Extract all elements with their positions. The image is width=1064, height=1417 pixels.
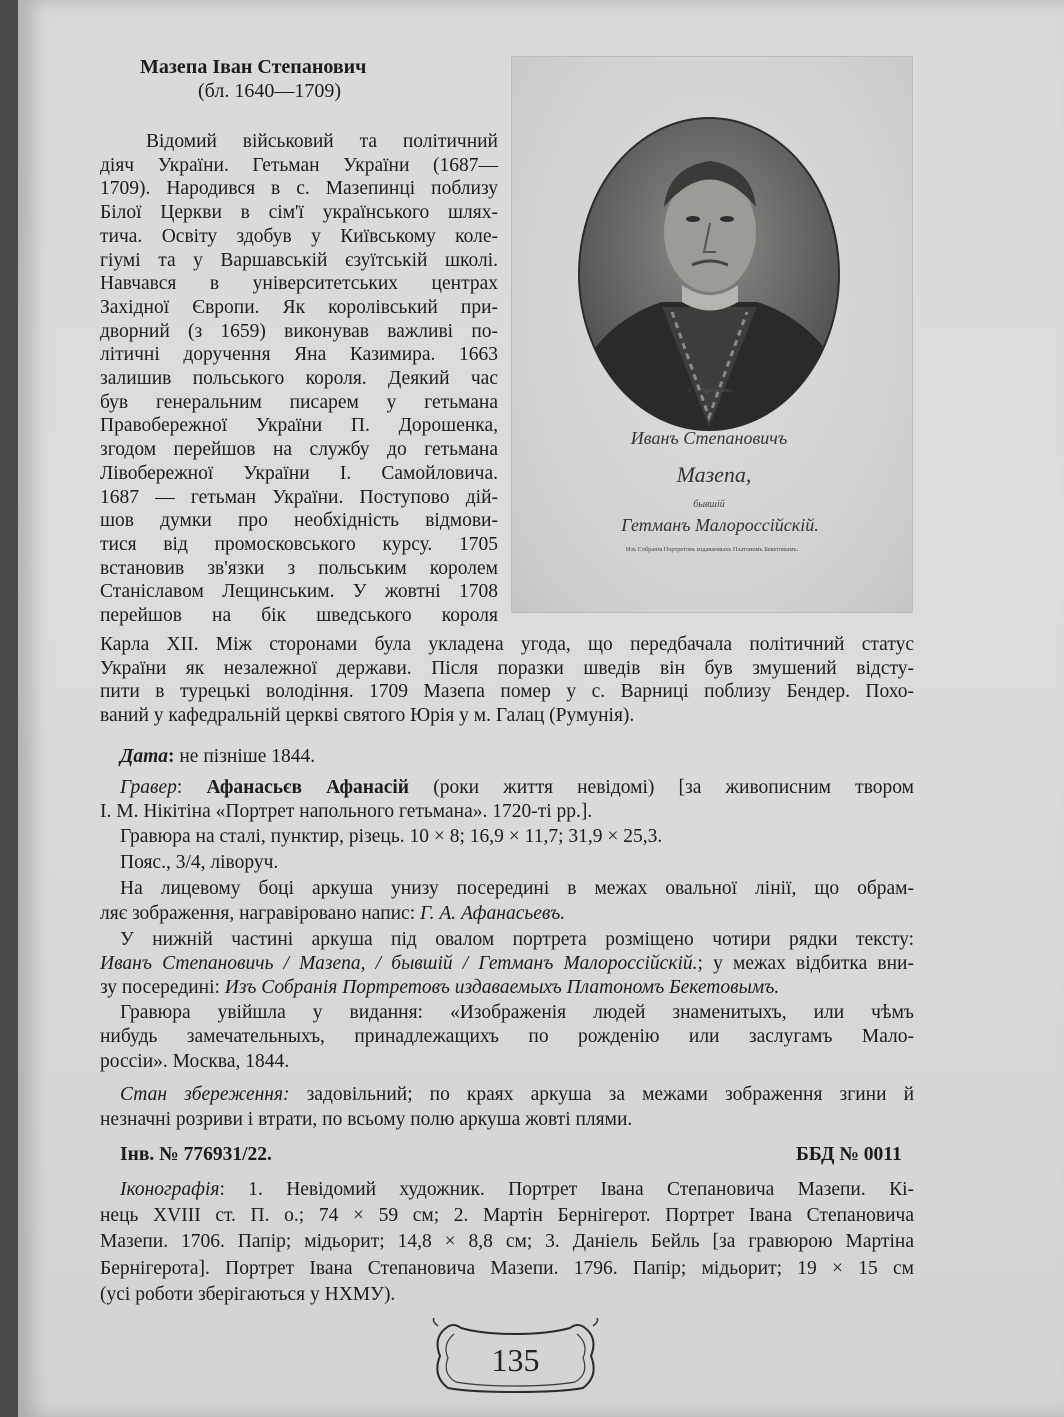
pose-line: Пояс., 3/4, ліворуч. — [120, 852, 279, 873]
engraving-caption-line3: бывшій — [693, 499, 725, 510]
book-page — [18, 0, 1064, 1417]
biography-line: шов думки про необхідність відмови- — [100, 510, 498, 532]
condition-line-1 — [120, 1084, 914, 1107]
inscription-2-italic: Иванъ Степановичь / Мазепа, / бывшій / Гетманъ Малороссійскій. — [100, 953, 698, 974]
inscription-2c-italic: Изъ Собранія Портретовъ издаваемыхъ Платономъ Бекетовымъ. — [224, 977, 780, 998]
iconography-line: (усі роботи зберігаються у НХМУ). — [100, 1283, 396, 1305]
biography-line: Лівобережної України І. Самойловича. — [100, 462, 498, 484]
engraver-line-2: І. М. Нікітіна «Портрет напольного гетьмана». 1720-ті рр.]. — [100, 801, 593, 822]
biography-line: літичні доручення Яна Казимира. 1663 — [100, 344, 498, 366]
inscription-1-line-1: На лицевому боці аркуша унизу посередині в межах овальної лінії, що обрам- — [120, 878, 914, 899]
biography-line: 1687 — гетьман України. Поступово дій- — [100, 486, 498, 508]
condition-text-1: задовільний; по краях аркуша за межами зображення згини й — [306, 1084, 915, 1105]
condition-line-2: незначні розриви і втрати, по всьому полю аркуша жовті плями. — [100, 1109, 633, 1130]
biography-line: Правобережної України П. Дорошенка, — [100, 415, 498, 437]
biography-line: згодом перейшов на службу до гетьмана — [100, 439, 498, 461]
inscription-2-line-3 — [100, 977, 779, 1000]
iconography-line: Мазепи. 1706. Папір; мідьорит; 14,8 × 8,8 см; 3. Даніель Бейль [за гравюрою Мартіна — [100, 1231, 914, 1253]
publication-line: нибудь замечательныхъ, принадлежащихъ по рожденію или заслугамъ Мало- — [100, 1026, 914, 1048]
engraving-caption-line2: Мазепа, — [676, 462, 752, 487]
biography-line: залишив польського короля. Деякий час — [100, 368, 498, 389]
inscription-1-line-2 — [100, 903, 565, 926]
technique-line: Гравюра на сталі, пунктир, різець. 10 × 8; 16,9 × 11,7; 31,9 × 25,3. — [120, 826, 663, 847]
inscription-1-italic: Г. А. Афанасьевъ. — [420, 903, 566, 924]
biography-line: Станіславом Лещинським. У жовтні 1708 — [100, 581, 498, 603]
inscription-2-text: ; у межах відбитка вни- — [697, 953, 914, 974]
engraver-rest: (роки життя невідомі) [за живописним твором — [433, 777, 914, 798]
biography-line: гіумі та у Варшавській єзуїтській школі. — [100, 249, 498, 271]
inscription-2-line-1: У нижній частині аркуша під овалом портрета розміщено чотири рядки тексту: — [120, 929, 914, 950]
iconography-line — [120, 1179, 914, 1202]
biography-full-line: України як незалежної держави. Після поразки шведів він був змушений відсту- — [100, 657, 914, 679]
engraver-signature: Г. А. Афанасьевъ — [688, 388, 732, 394]
iconography-line: нець XVIII ст. П. о.; 74 × 59 см; 2. Мартін Бернігерот. Портрет Івана Степановича — [100, 1205, 914, 1227]
biography-full-line: Карла XII. Між сторонами була укладена угода, що передбачала політичний статус — [100, 634, 914, 655]
entry-name: Мазепа Іван Степанович — [140, 56, 367, 78]
biography-line: тися від промосковського курсу. 1705 — [100, 533, 498, 555]
engraving-caption-line5: Изъ Собранія Портретовъ издаваемыхъ Платономъ Бекетовымъ. — [625, 546, 799, 553]
bbd-number: ББД № 0011 — [796, 1144, 902, 1165]
condition-label: Стан збереження: — [120, 1084, 290, 1105]
publication-line: Гравюра увійшла у видання: «Изображенія людей знаменитыхъ, или чѣмъ — [120, 1002, 914, 1023]
iconography-text: : 1. Невідомий художник. Портрет Івана Степановича Мазепи. Кі- — [219, 1179, 914, 1200]
biography-line: перейшов на бік шведського короля — [100, 605, 498, 626]
iconography-line: Бернігерота]. Портрет Івана Степановича Мазепи. 1796. Папір; мідьорит; 19 × 15 см — [100, 1257, 914, 1279]
biography-line: Білої Церкви в сім'ї українського шлях- — [100, 202, 498, 224]
biography-line: діяч України. Гетьман України (1687— — [100, 154, 498, 176]
date-value: не пізніше 1844. — [179, 746, 316, 767]
engraving-caption-line1: Иванъ Степановичъ — [630, 428, 788, 448]
biography-full-line: ваний у кафедральній церкві святого Юрія у м. Галац (Румунія). — [100, 705, 635, 727]
biography-line: дворний (з 1659) виконував важливі по- — [100, 320, 498, 342]
iconography-label: Іконографія — [120, 1179, 220, 1200]
biography-line: був генеральним писарем у гетьмана — [100, 391, 498, 413]
engraver-label: Гравер — [120, 777, 177, 798]
date-label: Дата — [120, 746, 168, 767]
page-number-cartouche — [428, 1318, 603, 1396]
biography-line: Відомий військовий та політичний — [146, 131, 498, 152]
engraver-name: Афанасьєв Афанасій — [206, 777, 410, 798]
biography-line: Західної Європи. Як королівський при- — [100, 296, 498, 318]
inventory-number: Інв. № 776931/22. — [120, 1144, 272, 1165]
portrait-engraving — [511, 56, 913, 613]
biography-line: встановив зв'язки з польським королем — [100, 557, 498, 579]
publication-line: россіи». Москва, 1844. — [100, 1050, 290, 1072]
inscription-2c-text: зу посередині: — [100, 977, 225, 998]
inscription-2-line-2 — [100, 953, 914, 976]
biography-line: Навчався в університетських центрах — [100, 273, 498, 295]
biography-full-line: пити в турецькі володіння. 1709 Мазепа помер у с. Варниці поблизу Бендер. Похо- — [100, 681, 914, 703]
page-number: 135 — [491, 1342, 540, 1378]
portrait-engraving-drawing — [512, 57, 912, 612]
inscription-1-text: ляє зображення, награвіровано напис: — [100, 903, 421, 924]
date-line: Дата: не пізніше 1844. — [120, 746, 316, 767]
biography-line: 1709). Народився в с. Мазепинці поблизу — [100, 178, 498, 200]
biography-line: тича. Освіту здобув у Київському коле- — [100, 225, 498, 247]
engraving-caption-line4: Гетманъ Малороссійскій. — [621, 515, 819, 535]
entry-dates: (бл. 1640—1709) — [198, 80, 341, 102]
engraver-line: Гравер: Афанасьєв Афанасій (роки життя невідомі) [за живописним твором — [120, 777, 914, 798]
